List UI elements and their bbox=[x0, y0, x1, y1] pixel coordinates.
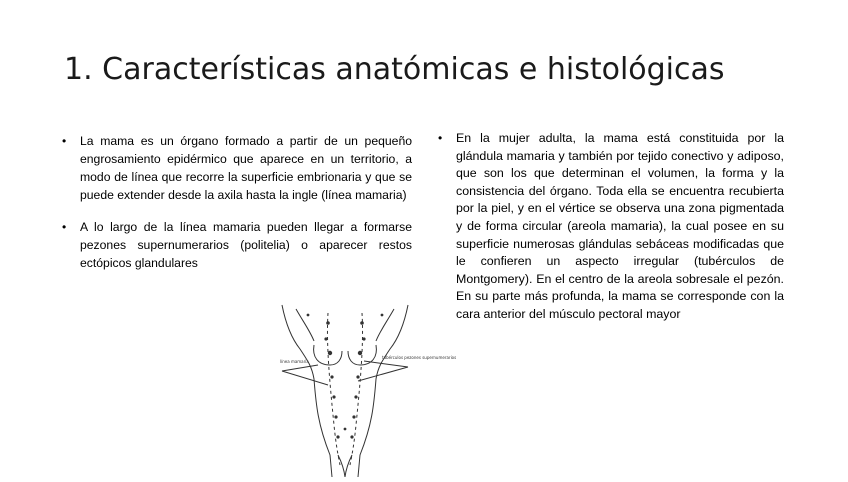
left-bullet-2 bbox=[60, 218, 412, 272]
slide-title: 1. Características anatómicas e histológicas bbox=[64, 52, 725, 87]
mammary-line-illustration bbox=[278, 305, 457, 477]
left-column bbox=[60, 132, 412, 272]
left-bullet-1-text: La mama es un órgano formado a partir de un pequeño engrosamiento epidérmico que aparece en un territorio, a modo de línea que recorre la superficie embrionaria y que se puede extender desde la axila hasta la ingle (línea mamaria) bbox=[80, 134, 412, 202]
bullet-dot: • bbox=[62, 134, 67, 148]
right-bullet-1 bbox=[436, 130, 784, 324]
right-column bbox=[436, 130, 784, 324]
left-bullet-2-text: A lo largo de la línea mamaria pueden llegar a formarse pezones supernumerarios (politelia) o aparecer restos ectópicos glandulares bbox=[80, 220, 412, 270]
figure-label-left: línea mamaria bbox=[280, 359, 309, 364]
bullet-dot: • bbox=[438, 131, 443, 145]
figure-label-right: tubérculos pezones supernumerarios bbox=[382, 355, 457, 360]
torso-drawing bbox=[278, 305, 457, 477]
left-bullet-1 bbox=[60, 132, 412, 204]
bullet-dot: • bbox=[62, 220, 67, 234]
right-bullet-1-text: En la mujer adulta, la mama está constituida por la glándula mamaria y también por tejido conectivo y adiposo, que son los que determinan el volumen, la forma y la consistencia del órgano. Toda ella se encuentra recubierta por la piel, y en el vértice se observa una zona pigmentada y de forma circular (areola mamaria), la cual posee en su superficie numerosas glándulas sebáceas modificadas que le confieren un aspecto irregular (tubérculos de Montgomery). En el centro de la areola sobresale el pezón. En su parte más profunda, la mama se corresponde con la cara anterior del músculo pectoral mayor bbox=[456, 131, 784, 321]
